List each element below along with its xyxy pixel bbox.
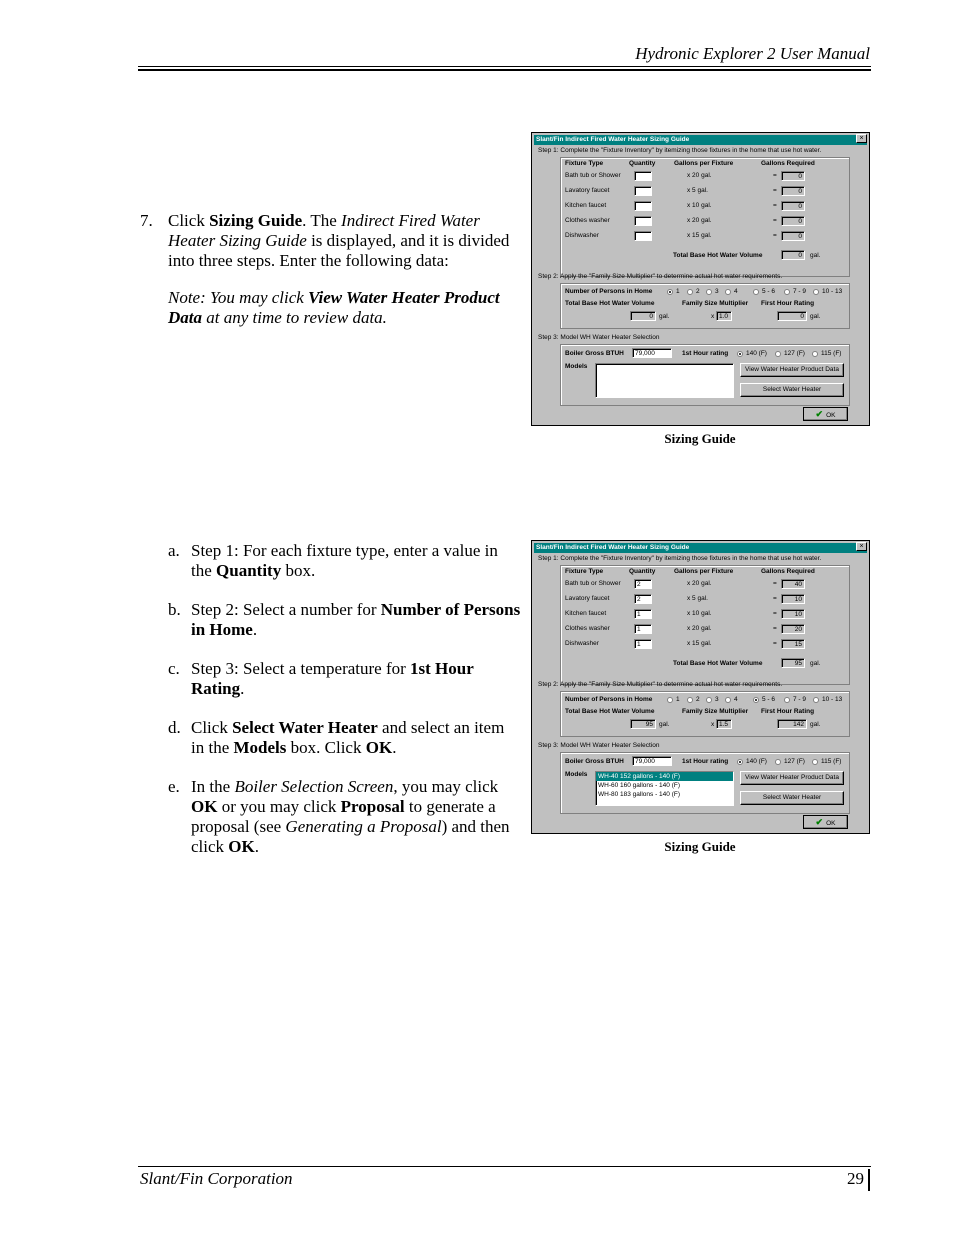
view-product-data-button[interactable]: View Water Heater Product Data <box>740 363 844 377</box>
fhr-label: First Hour Rating <box>761 708 815 715</box>
equals-sign: = <box>773 217 777 224</box>
quantity-input[interactable] <box>634 231 652 241</box>
substep-text: OK <box>365 738 393 757</box>
gallons-required-field: 40 <box>781 579 805 589</box>
temperature-label: 115 (F) <box>821 350 842 357</box>
substep-text: Click <box>191 718 233 737</box>
equals-sign: = <box>773 187 777 194</box>
close-icon[interactable]: × <box>856 134 867 143</box>
persons-option-label: 5 - 6 <box>762 696 776 703</box>
total-base-volume-field: 0 <box>781 250 805 260</box>
step7-text: Click Sizing Guide. The Indirect Fired Water Heater Sizing Guide is displayed, and it is divided into three steps. Enter the following data: <box>168 211 510 270</box>
persons-option-label: 2 <box>696 288 700 295</box>
step3-instruction: Step 3: Model WH Water Heater Selection <box>538 334 660 341</box>
btuh-label: Boiler Gross BTUH <box>565 350 624 357</box>
rating-label: 1st Hour rating <box>682 758 729 765</box>
persons-option-label: 4 <box>734 288 738 295</box>
sizing-guide-dialog-empty <box>531 132 870 426</box>
fixture-multiplier: x 15 gal. <box>687 232 712 239</box>
dialog-title: Slant/Fin Indirect Fired Water Heater Sizing Guide <box>534 543 867 553</box>
persons-option-label: 4 <box>734 696 738 703</box>
step1-instruction: Step 1: Complete the "Fixture Inventory" by itemizing those fixtures in the home that use hot water. <box>538 147 822 154</box>
persons-option-label: 3 <box>715 288 719 295</box>
gallons-required-field: 20 <box>781 624 805 634</box>
models-listbox[interactable] <box>595 363 734 398</box>
substep-text: . <box>392 738 397 757</box>
fixture-multiplier: x 20 gal. <box>687 217 712 224</box>
step-number: 7. <box>140 211 153 230</box>
gallons-required-field: 0 <box>781 231 805 241</box>
fixture-name: Bath tub or Shower <box>565 172 621 179</box>
substep-text: and select an item in the <box>191 718 505 757</box>
equals-sign: = <box>773 232 777 239</box>
equals-sign: = <box>773 610 777 617</box>
persons-radio[interactable] <box>725 289 731 295</box>
substep-b <box>168 600 521 640</box>
persons-radio[interactable] <box>667 697 673 703</box>
temperature-label: 127 (F) <box>784 350 805 357</box>
col-fixture-type: Fixture Type <box>565 160 604 167</box>
base-volume-field: 95 <box>630 719 656 729</box>
view-product-data-button[interactable]: View Water Heater Product Data <box>740 771 844 785</box>
quantity-input[interactable]: 2 <box>634 594 652 604</box>
substep-text: In the <box>191 777 235 796</box>
persons-label: Number of Persons in Home <box>565 696 653 703</box>
total-base-volume-label: Total Base Hot Water Volume <box>673 252 763 259</box>
model-item[interactable]: WH-60 160 gallons - 140 (F) <box>598 782 681 789</box>
temperature-radio[interactable] <box>737 759 743 765</box>
substep-text: . <box>254 837 259 856</box>
equals-sign: = <box>773 625 777 632</box>
fixture-multiplier: x 15 gal. <box>687 640 712 647</box>
fixture-name: Lavatory faucet <box>565 187 610 194</box>
step3-instruction: Step 3: Model WH Water Heater Selection <box>538 742 660 749</box>
gallons-required-field: 15 <box>781 639 805 649</box>
col-gallons-required: Gallons Required <box>761 160 815 167</box>
substep-text: box. Click <box>286 738 366 757</box>
substep-text: 1st Hour Rating <box>191 659 474 698</box>
substep-text: Boiler Selection Screen <box>234 777 394 796</box>
persons-radio[interactable] <box>813 697 819 703</box>
close-icon[interactable]: × <box>856 542 867 551</box>
tbhwv-label: Total Base Hot Water Volume <box>565 300 655 307</box>
substep-a <box>168 541 521 581</box>
gallons-required-field: 10 <box>781 609 805 619</box>
quantity-input[interactable]: 1 <box>634 639 652 649</box>
gal-unit: gal. <box>810 660 821 667</box>
step2-instruction: Step 2: Apply the "Family Size Multiplier" to determine actual hot water requirements. <box>538 273 783 280</box>
first-hour-field: 142 <box>777 719 807 729</box>
persons-option-label: 3 <box>715 696 719 703</box>
persons-radio[interactable] <box>667 289 673 295</box>
substep-c <box>168 659 521 699</box>
quantity-input[interactable] <box>634 171 652 181</box>
temperature-label: 140 (F) <box>746 758 767 765</box>
persons-label: Number of Persons in Home <box>565 288 653 295</box>
fixture-multiplier: x 5 gal. <box>687 187 708 194</box>
substep-text: to generate a proposal (see <box>191 797 496 836</box>
quantity-input[interactable]: 2 <box>634 579 652 589</box>
fixture-multiplier: x 10 gal. <box>687 202 712 209</box>
footer-company: Slant/Fin Corporation <box>140 1169 293 1188</box>
ok-button[interactable] <box>803 815 848 829</box>
total-base-volume-field: 95 <box>781 658 805 668</box>
gal-unit: gal. <box>810 313 821 320</box>
select-water-heater-button[interactable]: Select Water Heater <box>740 383 844 397</box>
substep-text: , you may click <box>393 777 499 796</box>
substep-text: . <box>240 679 245 698</box>
persons-option-label: 1 <box>676 288 680 295</box>
total-base-volume-label: Total Base Hot Water Volume <box>673 660 763 667</box>
rating-label: 1st Hour rating <box>682 350 729 357</box>
fixture-name: Kitchen faucet <box>565 610 607 617</box>
gallons-required-field: 10 <box>781 594 805 604</box>
multiplier-field: 1.0 <box>716 311 732 321</box>
substep-text: . <box>252 620 258 639</box>
col-fixture-type: Fixture Type <box>565 568 604 575</box>
fixture-name: Kitchen faucet <box>565 202 607 209</box>
step1-instruction: Step 1: Complete the "Fixture Inventory" by itemizing those fixtures in the home that use hot water. <box>538 555 822 562</box>
equals-sign: = <box>773 202 777 209</box>
gal-unit: gal. <box>810 252 821 259</box>
fixture-multiplier: x 10 gal. <box>687 610 712 617</box>
models-label: Models <box>565 771 588 778</box>
checkmark-icon: ✔ <box>815 817 824 827</box>
persons-option-label: 7 - 9 <box>793 696 807 703</box>
figure-caption: Sizing Guide <box>664 839 736 854</box>
gallons-required-field: 0 <box>781 171 805 181</box>
temperature-radio[interactable] <box>812 351 818 357</box>
models-listbox[interactable] <box>595 771 734 806</box>
substep-text: Quantity <box>216 561 282 580</box>
substep-label: d. <box>168 718 181 737</box>
persons-option-label: 10 - 13 <box>822 696 843 703</box>
gallons-required-field: 0 <box>781 186 805 196</box>
times-sign: x <box>711 721 715 728</box>
temperature-label: 140 (F) <box>746 350 767 357</box>
footer-rule <box>138 1166 871 1167</box>
note: Note: You may click View Water Heater Product Data at any time to review data. <box>168 288 500 327</box>
substep-d <box>168 718 521 758</box>
fixture-name: Lavatory faucet <box>565 595 610 602</box>
temperature-radio[interactable] <box>812 759 818 765</box>
header-rule-thick <box>138 69 871 71</box>
temperature-radio[interactable] <box>737 351 743 357</box>
model-item[interactable]: WH-40 152 gallons - 140 (F) <box>596 772 733 781</box>
step2-instruction: Step 2: Apply the "Family Size Multiplier" to determine actual hot water requirements. <box>538 681 783 688</box>
quantity-input[interactable]: 1 <box>634 609 652 619</box>
persons-radio[interactable] <box>706 697 712 703</box>
substep-text: Number of Persons in Home <box>191 600 521 639</box>
substep-label: a. <box>168 541 180 560</box>
fixture-multiplier: x 20 gal. <box>687 580 712 587</box>
fixture-name: Dishwasher <box>565 232 599 239</box>
persons-radio[interactable] <box>813 289 819 295</box>
col-quantity: Quantity <box>629 568 656 575</box>
btuh-label: Boiler Gross BTUH <box>565 758 624 765</box>
temperature-label: 127 (F) <box>784 758 805 765</box>
fixture-name: Clothes washer <box>565 217 610 224</box>
running-header: Hydronic Explorer 2 User Manual <box>635 44 870 63</box>
substep-text: ) and then click <box>191 817 510 856</box>
equals-sign: = <box>773 640 777 647</box>
persons-radio[interactable] <box>753 289 759 295</box>
persons-radio[interactable] <box>706 289 712 295</box>
dialog-title: Slant/Fin Indirect Fired Water Heater Sizing Guide <box>534 135 867 145</box>
fixture-multiplier: x 20 gal. <box>687 625 712 632</box>
substep-text: Step 1: For each fixture type, enter a value in the <box>191 541 498 580</box>
figure-caption: Sizing Guide <box>664 431 736 446</box>
substep-text: OK <box>228 837 255 856</box>
ok-label: OK <box>826 820 836 827</box>
col-gallons-required: Gallons Required <box>761 568 815 575</box>
substep-e <box>168 777 521 857</box>
substep-label: c. <box>168 659 180 678</box>
ok-label: OK <box>826 412 836 419</box>
temperature-radio[interactable] <box>775 351 781 357</box>
persons-radio[interactable] <box>784 697 790 703</box>
quantity-input[interactable] <box>634 216 652 226</box>
quantity-input[interactable] <box>634 186 652 196</box>
persons-option-label: 7 - 9 <box>793 288 807 295</box>
equals-sign: = <box>773 580 777 587</box>
fixture-name: Bath tub or Shower <box>565 580 621 587</box>
model-item[interactable]: WH-80 183 gallons - 140 (F) <box>598 791 681 798</box>
fsm-label: Family Size Multiplier <box>682 708 749 715</box>
substep-text: Select Water Heater <box>232 718 378 737</box>
page-number: 29 <box>847 1169 870 1191</box>
persons-radio[interactable] <box>687 289 693 295</box>
persons-option-label: 5 - 6 <box>762 288 776 295</box>
btuh-input[interactable]: 79,000 <box>632 756 672 766</box>
btuh-input[interactable]: 79,000 <box>632 348 672 358</box>
substep-text: Generating a Proposal <box>285 817 442 836</box>
base-volume-field: 0 <box>630 311 656 321</box>
substep-label: b. <box>168 600 181 619</box>
ok-button[interactable] <box>803 407 848 421</box>
times-sign: x <box>711 313 715 320</box>
equals-sign: = <box>773 595 777 602</box>
fixture-name: Dishwasher <box>565 640 599 647</box>
gal-unit: gal. <box>659 313 670 320</box>
col-quantity: Quantity <box>629 160 656 167</box>
persons-radio[interactable] <box>753 697 759 703</box>
tbhwv-label: Total Base Hot Water Volume <box>565 708 655 715</box>
fsm-label: Family Size Multiplier <box>682 300 749 307</box>
fixture-name: Clothes washer <box>565 625 610 632</box>
temperature-radio[interactable] <box>775 759 781 765</box>
col-gallons-per-fixture: Gallons per Fixture <box>674 568 734 575</box>
persons-radio[interactable] <box>725 697 731 703</box>
checkmark-icon: ✔ <box>815 409 824 419</box>
multiplier-field: 1.5 <box>716 719 732 729</box>
fixture-multiplier: x 5 gal. <box>687 595 708 602</box>
quantity-input[interactable]: 1 <box>634 624 652 634</box>
gal-unit: gal. <box>659 721 670 728</box>
select-water-heater-button[interactable]: Select Water Heater <box>740 791 844 805</box>
persons-option-label: 1 <box>676 696 680 703</box>
col-gallons-per-fixture: Gallons per Fixture <box>674 160 734 167</box>
fixture-multiplier: x 20 gal. <box>687 172 712 179</box>
persons-radio[interactable] <box>784 289 790 295</box>
substep-text: Models <box>233 738 287 757</box>
persons-radio[interactable] <box>687 697 693 703</box>
substep-label: e. <box>168 777 180 796</box>
sizing-guide-dialog-filled <box>531 540 870 834</box>
first-hour-field: 0 <box>777 311 807 321</box>
persons-option-label: 10 - 13 <box>822 288 843 295</box>
substep-text: Step 2: Select a number for <box>191 600 381 619</box>
quantity-input[interactable] <box>634 201 652 211</box>
temperature-label: 115 (F) <box>821 758 842 765</box>
models-label: Models <box>565 363 588 370</box>
substep-text: box. <box>281 561 316 580</box>
substep-text: Proposal <box>340 797 405 816</box>
persons-option-label: 2 <box>696 696 700 703</box>
gal-unit: gal. <box>810 721 821 728</box>
fhr-label: First Hour Rating <box>761 300 815 307</box>
substep-text: Step 3: Select a temperature for <box>191 659 411 678</box>
substep-text: OK <box>191 797 218 816</box>
substep-text: or you may click <box>217 797 341 816</box>
equals-sign: = <box>773 172 777 179</box>
header-rule <box>138 66 871 67</box>
gallons-required-field: 0 <box>781 216 805 226</box>
gallons-required-field: 0 <box>781 201 805 211</box>
